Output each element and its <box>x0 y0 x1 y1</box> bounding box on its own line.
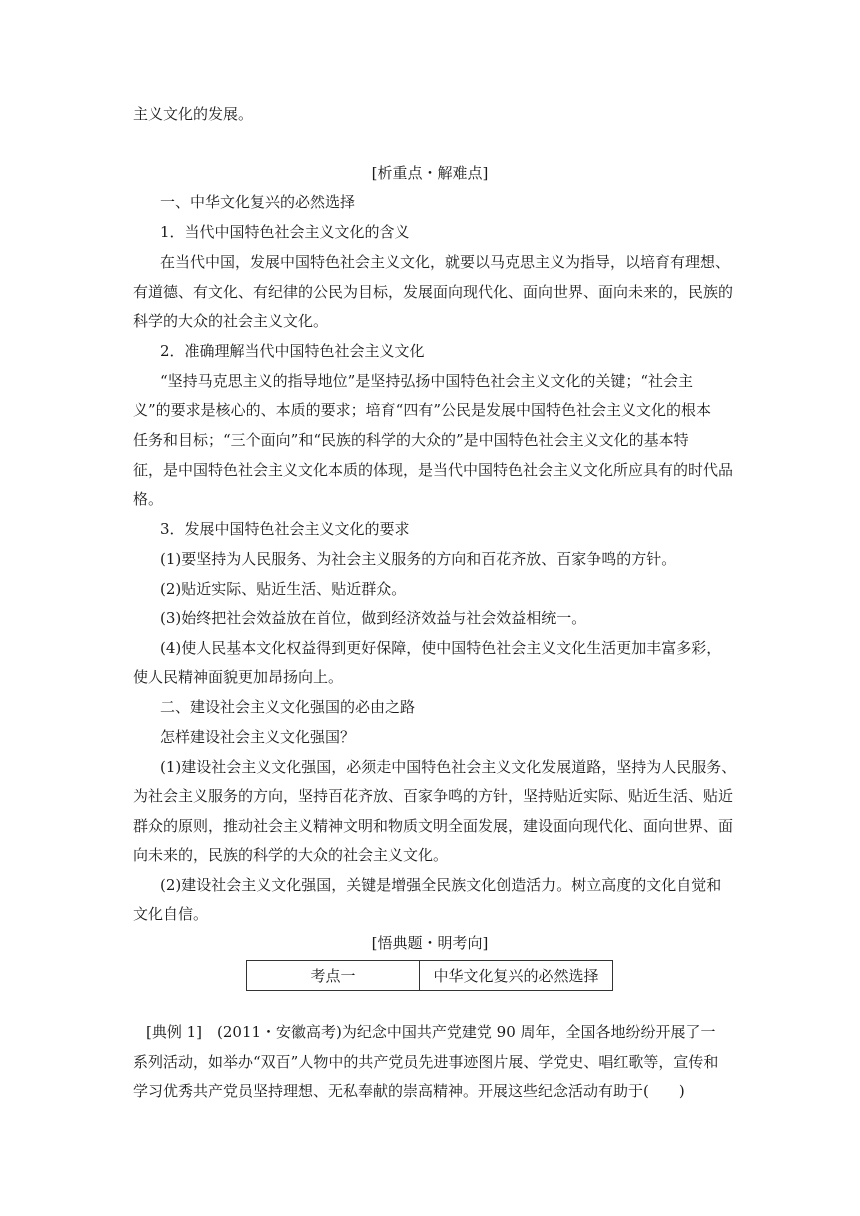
paragraph-line: 向未来的，民族的科学的大众的社会主义文化。 <box>133 846 449 864</box>
list-item: (3)始终把社会效益放在首位，做到经济效益与社会效益相统一。 <box>160 609 587 627</box>
sub-heading: 1．当代中国特色社会主义文化的含义 <box>160 223 410 241</box>
list-item: (1)要坚持为人民服务、为社会主义服务的方向和百花齐放、百家争鸣的方针。 <box>160 550 677 568</box>
paragraph-line: 任务和目标；“三个面向”和“民族的科学的大众的”是中国特色社会主义文化的基本特 <box>133 431 689 449</box>
list-item: (2)贴近实际、贴近生活、贴近群众。 <box>160 580 407 598</box>
topic-label-cell: 考点一 <box>247 961 420 991</box>
list-item: (4)使人民基本文化权益得到更好保障，使中国特色社会主义文化生活更加丰富多彩， <box>160 639 722 657</box>
paragraph-line: 在当代中国，发展中国特色社会主义文化，就要以马克思主义为指导，以培育有理想、 <box>160 253 731 271</box>
paragraph-line: 科学的大众的社会主义文化。 <box>133 312 329 330</box>
topic-value-cell: 中华文化复兴的必然选择 <box>420 961 613 991</box>
paragraph-line: “坚持马克思主义的指导地位”是坚持弘扬中国特色社会主义文化的关键；“社会主 <box>160 372 694 390</box>
paragraph-line: 文化自信。 <box>133 905 209 923</box>
table-row <box>247 961 613 991</box>
paragraph-line: 有道德、有文化、有纪律的公民为目标，发展面向现代化、面向世界、面向未来的，民族的 <box>133 283 734 301</box>
sub-heading: 2．准确理解当代中国特色社会主义文化 <box>160 342 425 360</box>
paragraph-line: 为社会主义服务的方向，坚持百花齐放、百家争鸣的方针，坚持贴近实际、贴近生活、贴近 <box>133 787 734 805</box>
list-item: 使人民精神面貌更加昂扬向上。 <box>133 668 344 686</box>
example-line: 系列活动，如举办“双百”人物中的共产党员先进事迹图片展、学党史、唱红歌等，宣传和 <box>133 1053 719 1071</box>
paragraph-line: 征，是中国特色社会主义文化本质的体现，是当代中国特色社会主义文化所应具有的时代品 <box>133 461 734 479</box>
paragraph-line: (1)建设社会主义文化强国，必须走中国特色社会主义文化发展道路，坚持为人民服务、 <box>160 758 737 776</box>
question: 怎样建设社会主义文化强国？ <box>160 728 356 746</box>
sub-heading: 3．发展中国特色社会主义文化的要求 <box>160 520 410 538</box>
topic-table <box>246 960 613 991</box>
section-header: [析重点・解难点] <box>371 164 489 182</box>
section-header: [悟典题・明考向] <box>371 934 489 952</box>
section-heading: 一、中华文化复兴的必然选择 <box>160 193 356 211</box>
paragraph-line: 群众的原则，推动社会主义精神文明和物质文明全面发展，建设面向现代化、面向世界、面 <box>133 817 734 835</box>
paragraph-line: 主义文化的发展。 <box>133 105 254 123</box>
paragraph-line: 义”的要求是核心的、本质的要求；培育“四有”公民是发展中国特色社会主义文化的根本 <box>133 401 712 419</box>
example-line: 学习优秀共产党员坚持理想、无私奉献的崇高精神。开展这些纪念活动有助于( ) <box>133 1082 685 1100</box>
section-heading: 二、建设社会主义文化强国的必由之路 <box>160 698 416 716</box>
example-line: [典例 1] (2011・安徽高考)为纪念中国共产党建党 90 周年，全国各地纷纷开展了一 <box>146 1023 716 1041</box>
paragraph-line: (2)建设社会主义文化强国，关键是增强全民族文化创造活力。树立高度的文化自觉和 <box>160 876 722 894</box>
paragraph-line: 格。 <box>133 490 164 508</box>
